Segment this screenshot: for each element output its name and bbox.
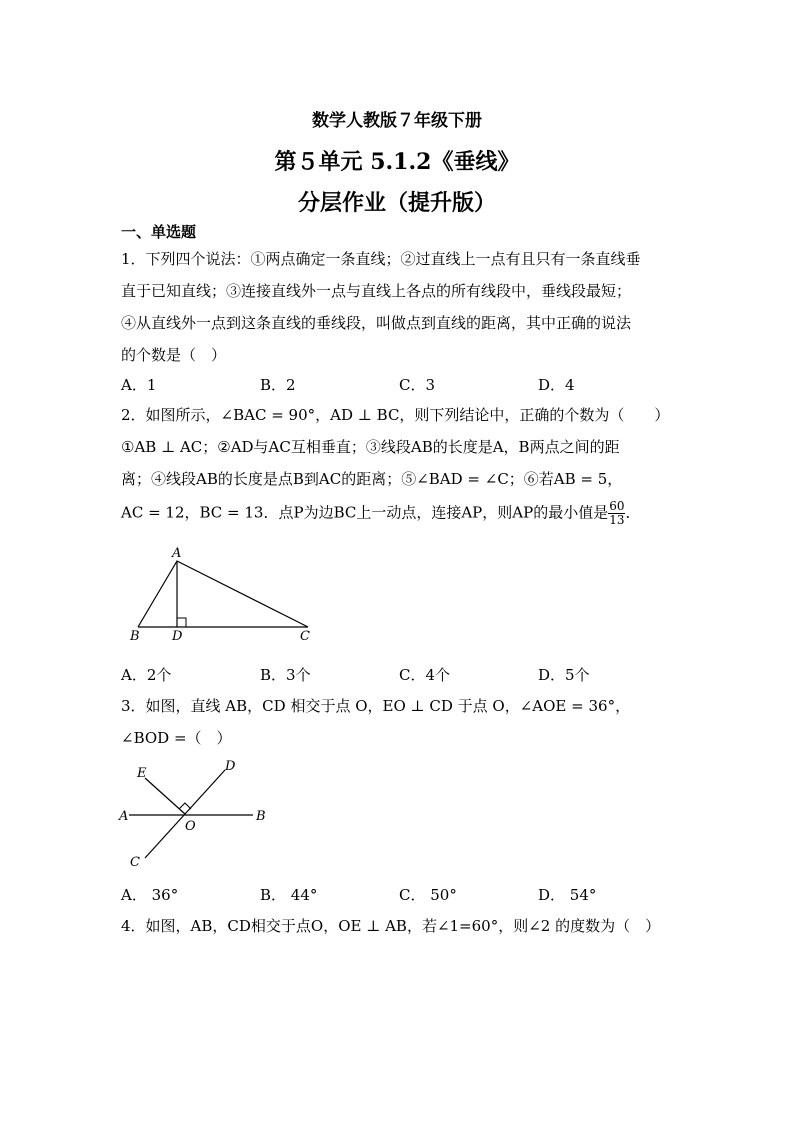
intersecting-lines-figure xyxy=(115,752,275,872)
q1-line: 的个数是（ ） xyxy=(121,346,227,364)
q1-line: 直于已知直线；③连接直线外一点与直线上各点的所有线段中，垂线段最短； xyxy=(121,282,632,300)
q2-line-4-text: AC = 12，BC = 13．点P为边BC上一动点，连接AP，则AP的最小值是 xyxy=(121,503,609,522)
q3-line: 3．如图，直线 AB，CD 相交于点 O，EO ⊥ CD 于点 O，∠AOE = 36°， xyxy=(121,697,631,715)
label-a: A xyxy=(172,546,182,561)
label-d: D xyxy=(225,759,236,774)
q2-line: 2．如图所示，∠BAC = 90°，AD ⊥ BC，则下列结论中，正确的个数为（ ） xyxy=(121,406,670,424)
label-c: C xyxy=(300,629,310,644)
q2-line-4-end: ． xyxy=(625,503,641,522)
triangle-abc xyxy=(138,561,308,627)
q2-option-a: A．2个 xyxy=(121,666,172,684)
q3-option-c: C． 50° xyxy=(399,886,457,904)
q2-line: ①AB ⊥ AC；②AD与AC互相垂直；③线段AB的长度是A，B两点之间的距 xyxy=(121,438,620,456)
q4-line: 4．如图，AB，CD相交于点O，OE ⊥ AB，若∠1=60°，则∠2 的度数为（ ） xyxy=(121,917,661,935)
q1-line: 1．下列四个说法：①两点确定一条直线；②过直线上一点有且只有一条直线垂 xyxy=(121,250,641,268)
label-b: B xyxy=(256,809,266,824)
document-title-sub: 分层作业（提升版） xyxy=(297,190,496,216)
label-e: E xyxy=(137,766,147,781)
q1-option-b: B．2 xyxy=(260,376,296,394)
q2-line-4 xyxy=(121,500,641,527)
right-angle-mark xyxy=(177,618,186,627)
q3-option-a: A． 36° xyxy=(121,886,179,904)
q1-line: ④从直线外一点到这条直线的垂线段，叫做点到直线的距离，其中正确的说法 xyxy=(121,314,632,332)
document-subtitle: 数学人教版７年级下册 xyxy=(312,111,482,131)
q2-option-d: D．5个 xyxy=(538,666,590,684)
fraction-denominator: 13 xyxy=(609,513,625,527)
label-b: B xyxy=(130,629,140,644)
triangle-figure xyxy=(120,540,330,645)
q3-line: ∠BOD =（ ） xyxy=(121,729,232,747)
q3-option-d: D． 54° xyxy=(538,886,597,904)
q1-option-a: A．1 xyxy=(121,376,157,394)
q2-option-c: C．4个 xyxy=(399,666,451,684)
right-angle-mark xyxy=(179,803,191,809)
q1-option-d: D．4 xyxy=(538,376,575,394)
q1-option-c: C．3 xyxy=(399,376,436,394)
q3-option-b: B． 44° xyxy=(260,886,318,904)
label-a: A xyxy=(119,809,129,824)
fraction xyxy=(608,500,625,527)
fraction-numerator: 60 xyxy=(609,499,625,513)
q2-line: 离；④线段AB的长度是点B到AC的距离；⑤∠BAD = ∠C；⑥若AB = 5， xyxy=(121,470,623,488)
q2-option-b: B．3个 xyxy=(260,666,311,684)
document-title: 第５单元 5.1.2《垂线》 xyxy=(274,149,520,175)
label-o: O xyxy=(185,819,196,834)
label-c: C xyxy=(130,855,140,870)
label-d: D xyxy=(172,629,183,644)
section-heading: 一、单选题 xyxy=(121,223,197,241)
